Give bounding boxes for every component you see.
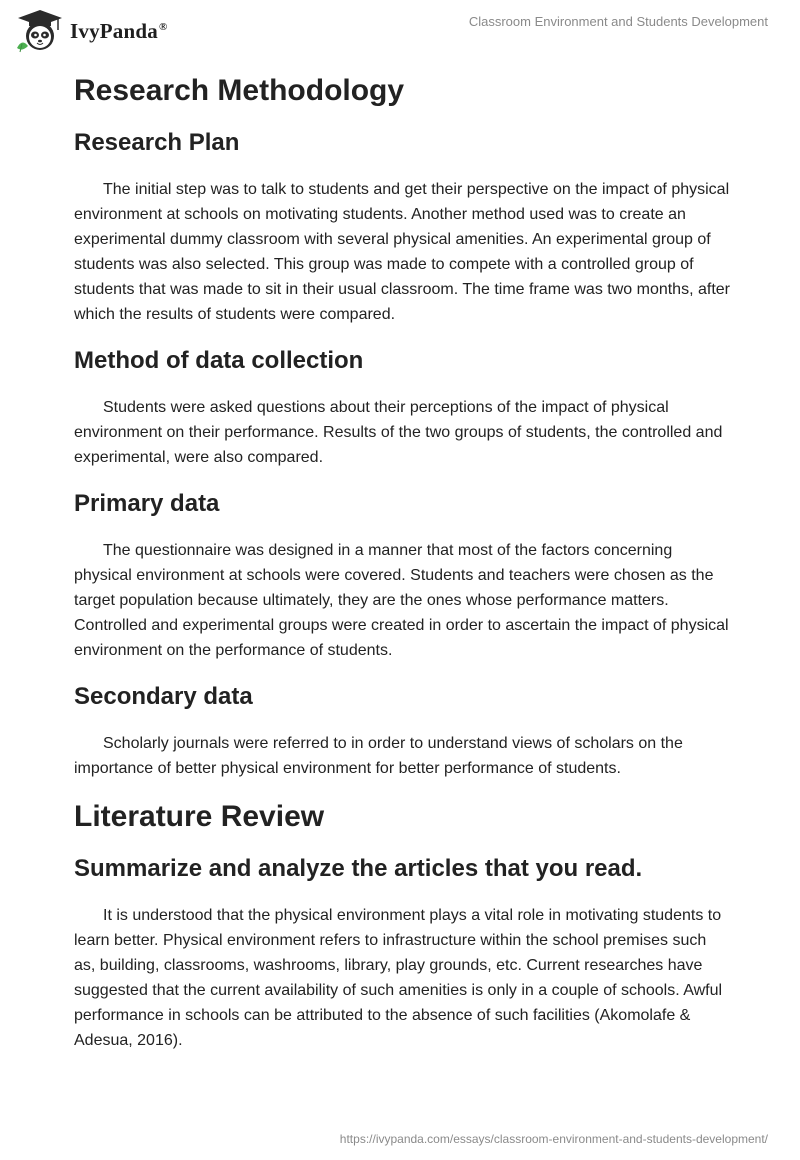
heading-research-plan: Research Plan <box>74 129 240 156</box>
ivypanda-logo[interactable] <box>14 8 167 54</box>
paragraph-primary-data: The questionnaire was designed in a manner that most of the factors concerning physical environment at schools were covered. Students and teachers were chosen as the target population because ultimately, they are the ones whose performance matters. Controlled and experimental groups were created in order to ascertain the impact of physical environment on the performance of students. <box>74 542 729 659</box>
panda-graduate-icon <box>14 8 66 54</box>
paragraph-secondary-data: Scholarly journals were referred to in order to understand views of scholars on the importance of better physical environment for better performance of students. <box>74 735 683 777</box>
essay-body <box>74 70 730 1053</box>
heading-literature-review: Literature Review <box>74 800 325 833</box>
document-title: Classroom Environment and Students Development <box>468 14 768 29</box>
registered-mark: ® <box>158 20 168 33</box>
source-url[interactable]: https://ivypanda.com/essays/classroom-environment-and-students-development/ <box>339 1132 768 1146</box>
paragraph-research-plan: The initial step was to talk to students and get their perspective on the impact of physical environment at schools on motivating students. Another method used was to create an experimental dummy classroom with several physical amenities. An experimental group of students was also selected. This group was made to compete with a controlled group of students that was made to sit in their usual classroom. The time frame was two months, after which the results of students were compared. <box>74 181 730 323</box>
paragraph-summarize-articles: It is understood that the physical environment plays a vital role in motivating students to learn better. Physical environment refers to infrastructure within the school premises such as, building, classrooms, washrooms, library, play grounds, etc. Current researches have suggested that the current availability of such amenities is only in a couple of schools. Awful performance in schools can be attributed to the absence of such facilities (Akomolafe & Adesua, 2016). <box>74 907 723 1049</box>
heading-primary-data: Primary data <box>74 490 220 517</box>
heading-method-of-data-collection: Method of data collection <box>74 347 364 374</box>
paragraph-method-of-data-collection: Students were asked questions about their perceptions of the impact of physical environment on their performance. Results of the two groups of students, the controlled and experimental, were also compared. <box>74 399 723 466</box>
heading-summarize-articles: Summarize and analyze the articles that you read. <box>74 855 643 882</box>
heading-secondary-data: Secondary data <box>74 683 253 710</box>
brand-name: IvyPanda® <box>70 18 168 43</box>
page-header <box>0 0 800 60</box>
heading-research-methodology: Research Methodology <box>74 74 405 107</box>
